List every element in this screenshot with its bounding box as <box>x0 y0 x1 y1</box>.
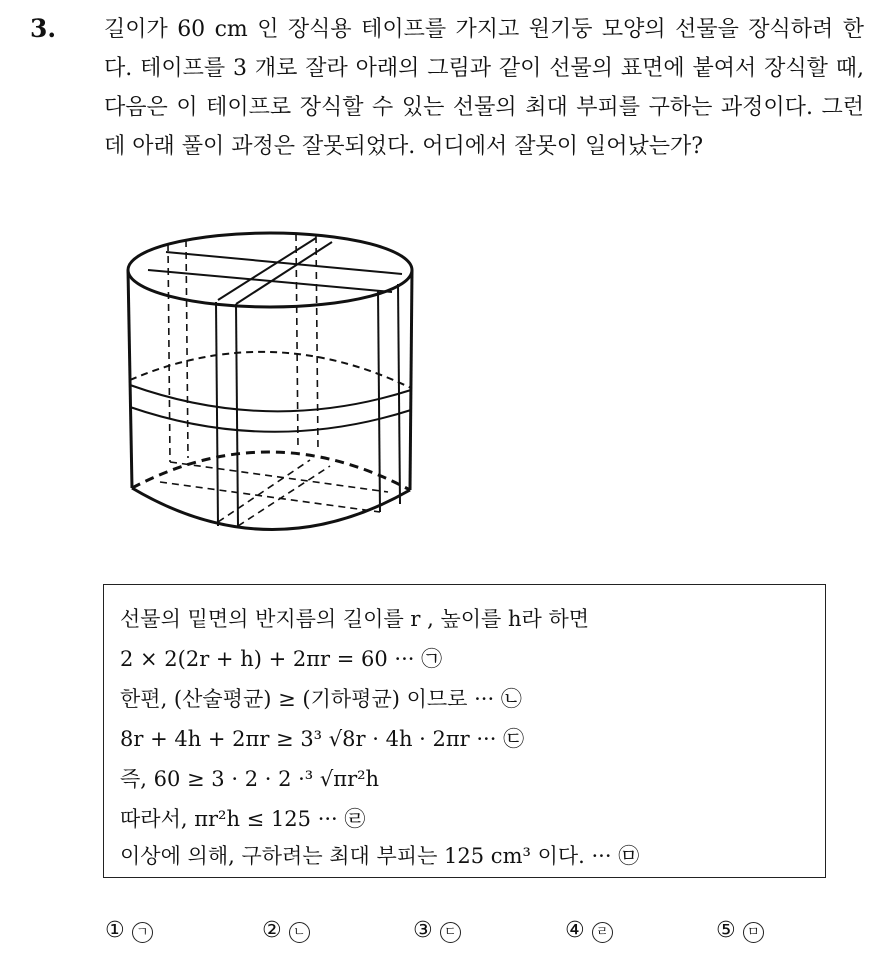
choice-3-number: ③ <box>413 918 433 943</box>
choice-2-mark: ㄴ <box>289 922 310 943</box>
solution-line-3: 한편, (산술평균) ≥ (기하평균) 이므로 ··· ㉡ <box>120 687 522 711</box>
choice-3[interactable] <box>413 918 461 943</box>
choice-1-mark: ㄱ <box>132 922 153 943</box>
choice-5[interactable] <box>716 918 764 943</box>
choice-3-mark: ㄷ <box>440 922 461 943</box>
solution-line-4: 8r + 4h + 2πr ≥ 3³ √8r · 4h · 2πr ··· ㉢ <box>120 727 525 751</box>
choice-4-mark: ㄹ <box>592 922 613 943</box>
solution-line-2: 2 × 2(2r + h) + 2πr = 60 ··· ㉠ <box>120 647 443 671</box>
solution-line-5: 즉, 60 ≥ 3 · 2 · 2 ·³ √πr²h <box>120 767 380 791</box>
choice-2[interactable] <box>262 918 310 943</box>
solution-box <box>103 584 826 878</box>
choice-2-number: ② <box>262 918 282 943</box>
solution-line-7: 이상에 의해, 구하려는 최대 부피는 125 cm³ 이다. ··· ㉤ <box>120 844 640 868</box>
solution-line-6: 따라서, πr²h ≤ 125 ··· ㉣ <box>120 807 366 831</box>
choice-5-mark: ㅁ <box>743 922 764 943</box>
choice-5-number: ⑤ <box>716 918 736 943</box>
choice-4-number: ④ <box>565 918 585 943</box>
choice-1[interactable] <box>105 918 153 943</box>
question-text: 길이가 60 cm 인 장식용 테이프를 가지고 원기둥 모양의 선물을 장식하려 한다. 테이프를 3 개로 잘라 아래의 그림과 같이 선물의 표면에 붙여서 장식할 때, 다음은 이 테이프로 장식할 수 있는 선물의 최대 부피를 구하는 과정이다. 그런데 아래 풀이 과정은 잘못되었다. 어디에서 잘못이 일어났는가? <box>104 17 864 159</box>
choice-4[interactable] <box>565 918 613 943</box>
solution-line-1: 선물의 밑면의 반지름의 길이를 r , 높이를 h라 하면 <box>120 607 590 631</box>
question-number: 3. <box>30 14 57 43</box>
cylinder-figure <box>120 230 430 550</box>
choice-1-number: ① <box>105 918 125 943</box>
